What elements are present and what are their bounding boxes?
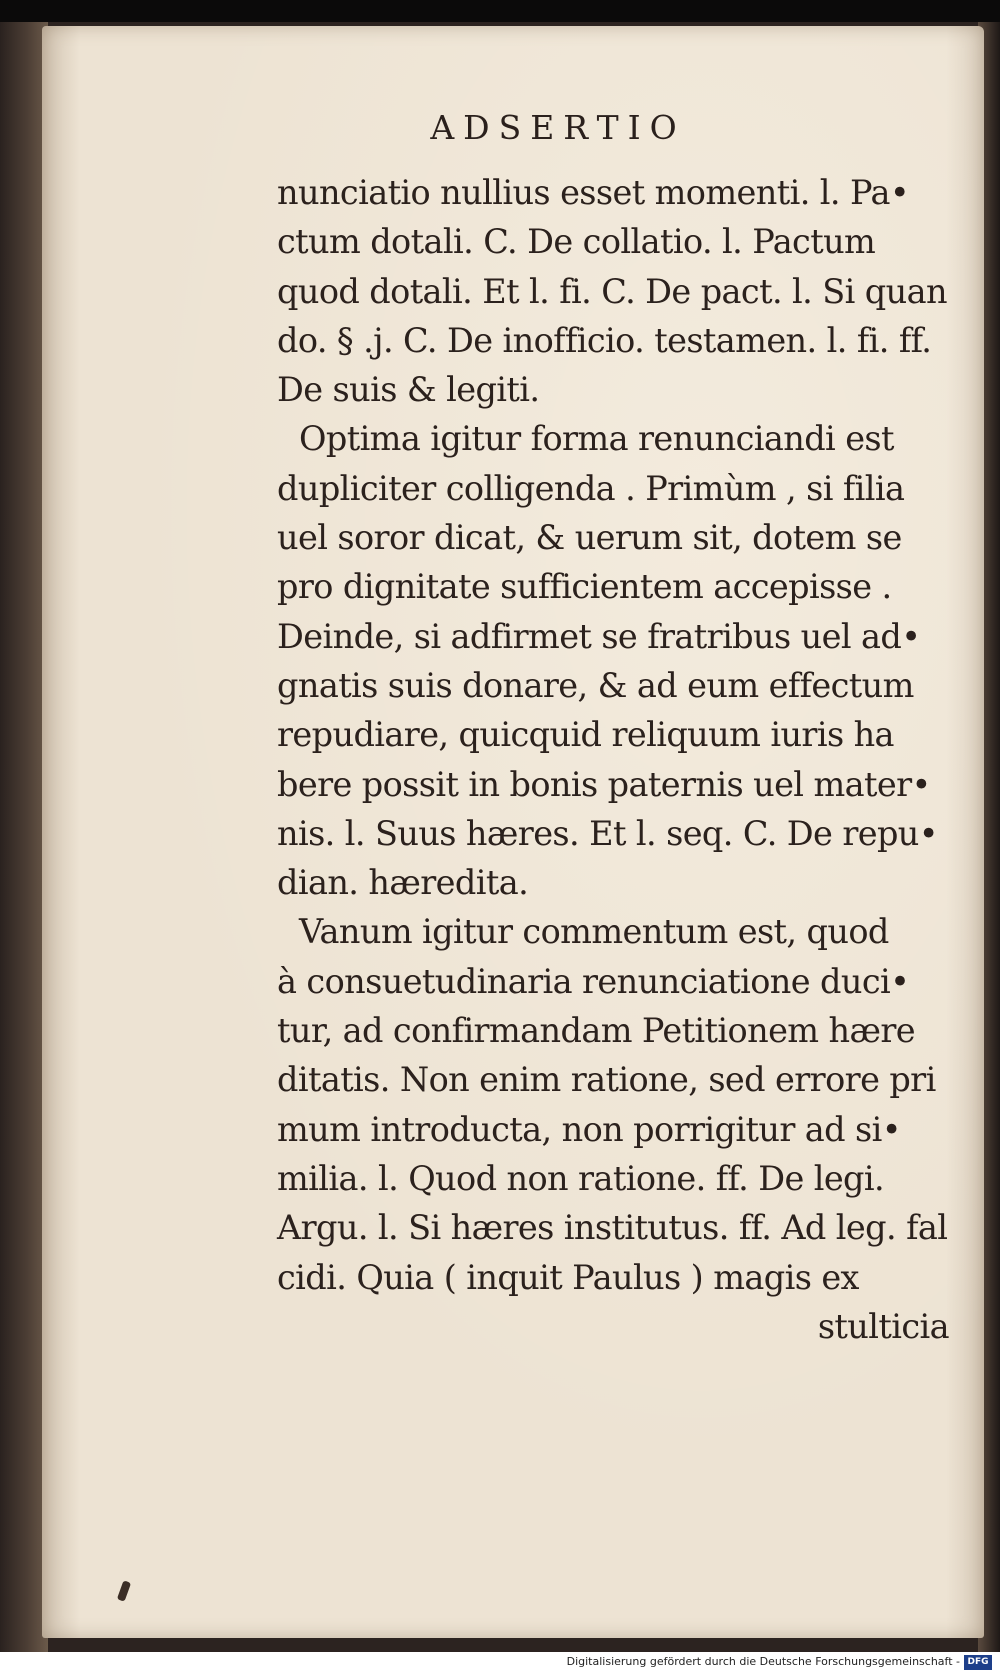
running-header: ADSERTIO (430, 108, 686, 147)
text-line: quod dotali. Et l. fi. C. De pact. l. Si quan (277, 271, 947, 311)
text-line: gnatis suis donare, & ad eum effectum (277, 665, 914, 705)
text-line: dupliciter colligenda . Primùm , si filia (277, 468, 905, 508)
text-line: Argu. l. Si hæres institutus. ff. Ad leg. fal (277, 1208, 948, 1248)
ink-mark (117, 1580, 131, 1602)
funding-credit: Digitalisierung gefördert durch die Deutsche Forschungsgemeinschaft - (566, 1655, 960, 1668)
text-line: cidi. Quia ( inquit Paulus ) magis ex (277, 1257, 859, 1297)
dfg-logo-icon: DFG (964, 1655, 992, 1670)
text-line: milia. l. Quod non ratione. ff. De legi. (277, 1158, 885, 1198)
text-line: nunciatio nullius esset momenti. l. Pa• (277, 173, 909, 212)
text-line: De suis & legiti. (277, 370, 540, 410)
text-line: nis. l. Suus hæres. Et l. seq. C. De repu• (277, 813, 938, 853)
text-line: repudiare, quicquid reliquum iuris ha (277, 715, 894, 755)
text-line: Optima igitur forma renunciandi est (299, 419, 894, 459)
catchword: stulticia (817, 1306, 949, 1346)
text-line: uel soror dicat, & uerum sit, dotem se (277, 518, 902, 558)
text-line: à consuetudinaria renunciatione duci• (277, 961, 910, 1001)
text-line: Vanum igitur commentum est, quod (299, 912, 889, 952)
text-line: bere possit in bonis paternis uel mater• (277, 764, 931, 804)
text-line: mum introducta, non porrigitur ad si• (277, 1109, 901, 1149)
text-line: do. § .j. C. De inofficio. testamen. l. fi. ff. (277, 320, 932, 360)
text-line: dian. hæredita. (277, 863, 529, 903)
book-spine-edge (0, 22, 48, 1652)
book-page (42, 26, 984, 1638)
text-line: ctum dotali. C. De collatio. l. Pactum (277, 222, 876, 262)
digitization-footer (0, 1652, 1000, 1675)
text-line: pro dignitate sufficientem accepisse . (277, 567, 892, 607)
body-text (277, 168, 957, 1351)
text-line: Deinde, si adfirmet se fratribus uel ad• (277, 616, 921, 656)
scan-top-border (0, 0, 1000, 22)
text-line: ditatis. Non enim ratione, sed errore pri (277, 1060, 936, 1100)
text-line: tur, ad confirmandam Petitionem hære (277, 1011, 916, 1051)
